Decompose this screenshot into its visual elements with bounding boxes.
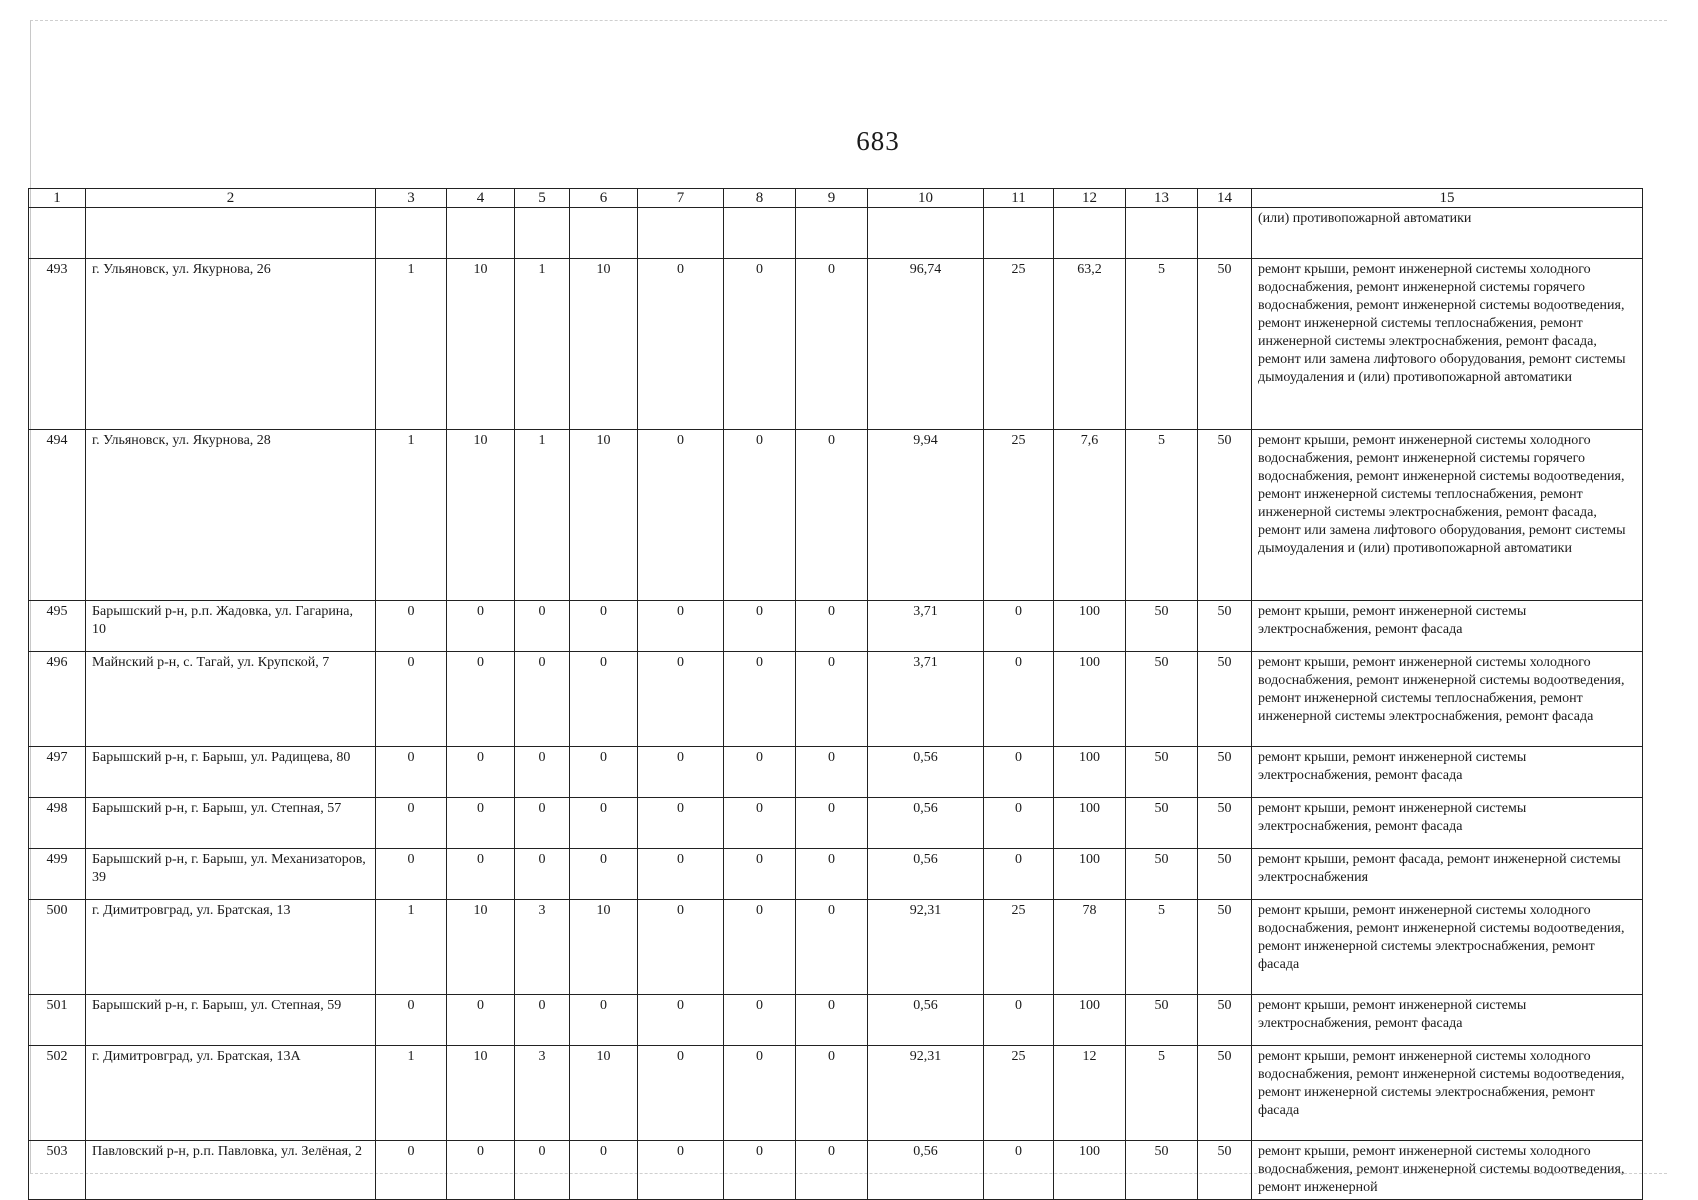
table-cell bbox=[724, 208, 796, 259]
value-cell: 0 bbox=[638, 747, 724, 798]
value-cell: 0 bbox=[638, 259, 724, 430]
value-cell: 0 bbox=[570, 849, 638, 900]
address-cell: г. Димитровград, ул. Братская, 13А bbox=[86, 1046, 376, 1141]
value-cell: 0 bbox=[724, 849, 796, 900]
value-cell: 3,71 bbox=[868, 601, 984, 652]
value-cell: 25 bbox=[984, 900, 1054, 995]
value-cell: 0 bbox=[447, 849, 515, 900]
value-cell: 100 bbox=[1054, 849, 1126, 900]
value-cell: 0 bbox=[570, 652, 638, 747]
page-number: 683 bbox=[856, 126, 900, 156]
value-cell: 50 bbox=[1198, 259, 1252, 430]
value-cell: 78 bbox=[1054, 900, 1126, 995]
value-cell: 0 bbox=[515, 747, 570, 798]
value-cell: 0 bbox=[515, 995, 570, 1046]
row-number: 496 bbox=[29, 652, 86, 747]
table-row bbox=[29, 798, 1643, 849]
value-cell: 1 bbox=[376, 430, 447, 601]
value-cell: 3 bbox=[515, 1046, 570, 1141]
table-cell bbox=[29, 208, 86, 259]
row-number: 502 bbox=[29, 1046, 86, 1141]
work-list-cell: ремонт крыши, ремонт инженерной системы электроснабжения, ремонт фасада bbox=[1252, 995, 1643, 1046]
value-cell: 0,56 bbox=[868, 1141, 984, 1200]
row-number: 498 bbox=[29, 798, 86, 849]
row-number: 501 bbox=[29, 995, 86, 1046]
value-cell: 0 bbox=[984, 652, 1054, 747]
value-cell: 0 bbox=[638, 1046, 724, 1141]
value-cell: 0 bbox=[376, 798, 447, 849]
address-cell: Барышский р-н, г. Барыш, ул. Механизаторов, 39 bbox=[86, 849, 376, 900]
value-cell: 50 bbox=[1198, 430, 1252, 601]
value-cell: 0 bbox=[796, 259, 868, 430]
value-cell: 10 bbox=[447, 430, 515, 601]
value-cell: 0 bbox=[447, 601, 515, 652]
value-cell: 0 bbox=[638, 798, 724, 849]
value-cell: 25 bbox=[984, 259, 1054, 430]
value-cell: 0 bbox=[724, 747, 796, 798]
address-cell: Майнский р-н, с. Тагай, ул. Крупской, 7 bbox=[86, 652, 376, 747]
address-cell: Барышский р-н, г. Барыш, ул. Степная, 57 bbox=[86, 798, 376, 849]
value-cell: 10 bbox=[447, 259, 515, 430]
value-cell: 0 bbox=[796, 798, 868, 849]
value-cell: 0 bbox=[515, 652, 570, 747]
column-header: 7 bbox=[638, 189, 724, 208]
value-cell: 0 bbox=[984, 1141, 1054, 1200]
table-row-continuation bbox=[29, 208, 1643, 259]
value-cell: 0,56 bbox=[868, 995, 984, 1046]
value-cell: 50 bbox=[1126, 652, 1198, 747]
value-cell: 0 bbox=[376, 1141, 447, 1200]
value-cell: 0 bbox=[447, 798, 515, 849]
value-cell: 0 bbox=[984, 995, 1054, 1046]
value-cell: 50 bbox=[1198, 900, 1252, 995]
value-cell: 0 bbox=[376, 849, 447, 900]
table-cell bbox=[984, 208, 1054, 259]
column-number-header bbox=[29, 189, 1643, 208]
table-cell bbox=[1126, 208, 1198, 259]
value-cell: 7,6 bbox=[1054, 430, 1126, 601]
address-cell: Барышский р-н, г. Барыш, ул. Степная, 59 bbox=[86, 995, 376, 1046]
address-cell: г. Димитровград, ул. Братская, 13 bbox=[86, 900, 376, 995]
value-cell: 5 bbox=[1126, 259, 1198, 430]
value-cell: 0 bbox=[515, 798, 570, 849]
value-cell: 9,94 bbox=[868, 430, 984, 601]
value-cell: 92,31 bbox=[868, 900, 984, 995]
address-cell: Барышский р-н, р.п. Жадовка, ул. Гагарина, 10 bbox=[86, 601, 376, 652]
value-cell: 0 bbox=[984, 601, 1054, 652]
value-cell: 0 bbox=[638, 1141, 724, 1200]
value-cell: 0 bbox=[724, 259, 796, 430]
value-cell: 50 bbox=[1198, 798, 1252, 849]
column-header: 2 bbox=[86, 189, 376, 208]
value-cell: 50 bbox=[1126, 849, 1198, 900]
value-cell: 50 bbox=[1198, 849, 1252, 900]
value-cell: 0 bbox=[447, 995, 515, 1046]
value-cell: 3 bbox=[515, 900, 570, 995]
value-cell: 0 bbox=[515, 601, 570, 652]
value-cell: 0 bbox=[447, 747, 515, 798]
value-cell: 100 bbox=[1054, 798, 1126, 849]
address-cell: Павловский р-н, р.п. Павловка, ул. Зелёная, 2 bbox=[86, 1141, 376, 1200]
row-number: 499 bbox=[29, 849, 86, 900]
value-cell: 0 bbox=[984, 747, 1054, 798]
table-row bbox=[29, 259, 1643, 430]
table-cell bbox=[376, 208, 447, 259]
column-header: 10 bbox=[868, 189, 984, 208]
table-row bbox=[29, 601, 1643, 652]
table-row bbox=[29, 1046, 1643, 1141]
column-header: 3 bbox=[376, 189, 447, 208]
value-cell: 96,74 bbox=[868, 259, 984, 430]
value-cell: 50 bbox=[1198, 995, 1252, 1046]
column-header: 8 bbox=[724, 189, 796, 208]
value-cell: 50 bbox=[1198, 1141, 1252, 1200]
work-list-cell: ремонт крыши, ремонт инженерной системы холодного водоснабжения, ремонт инженерной системы водоотведения, ремонт инженерной bbox=[1252, 1141, 1643, 1200]
value-cell: 100 bbox=[1054, 995, 1126, 1046]
value-cell: 50 bbox=[1126, 601, 1198, 652]
value-cell: 50 bbox=[1198, 652, 1252, 747]
value-cell: 0 bbox=[376, 995, 447, 1046]
work-list-cell: ремонт крыши, ремонт инженерной системы холодного водоснабжения, ремонт инженерной системы горячего водоснабжения, ремонт инженерной системы водоотведения, ремонт инженерной системы теплоснабжения, ремонт инженерной системы электроснабжения, ремонт фасада, ремонт или замена лифтового оборудования, ремонт системы дымоудаления и (или) противопожарной автоматики bbox=[1252, 259, 1643, 430]
row-number: 495 bbox=[29, 601, 86, 652]
column-header: 15 bbox=[1252, 189, 1643, 208]
value-cell: 5 bbox=[1126, 430, 1198, 601]
value-cell: 0 bbox=[724, 995, 796, 1046]
value-cell: 0 bbox=[570, 747, 638, 798]
value-cell: 0 bbox=[638, 900, 724, 995]
value-cell: 0 bbox=[638, 601, 724, 652]
table-row bbox=[29, 747, 1643, 798]
value-cell: 0 bbox=[376, 747, 447, 798]
value-cell: 50 bbox=[1198, 601, 1252, 652]
value-cell: 0 bbox=[376, 652, 447, 747]
column-header: 11 bbox=[984, 189, 1054, 208]
value-cell: 0 bbox=[724, 430, 796, 601]
value-cell: 0 bbox=[570, 1141, 638, 1200]
column-header: 5 bbox=[515, 189, 570, 208]
work-list-cell: ремонт крыши, ремонт инженерной системы холодного водоснабжения, ремонт инженерной системы водоотведения, ремонт инженерной системы электроснабжения, ремонт фасада bbox=[1252, 900, 1643, 995]
value-cell: 10 bbox=[570, 1046, 638, 1141]
table-cell bbox=[86, 208, 376, 259]
value-cell: 0 bbox=[515, 849, 570, 900]
value-cell: 0 bbox=[796, 1141, 868, 1200]
value-cell: 1 bbox=[376, 900, 447, 995]
table-row bbox=[29, 652, 1643, 747]
value-cell: 50 bbox=[1198, 1046, 1252, 1141]
value-cell: 0 bbox=[638, 849, 724, 900]
value-cell: 10 bbox=[570, 900, 638, 995]
value-cell: 0 bbox=[724, 1141, 796, 1200]
table-cell bbox=[570, 208, 638, 259]
value-cell: 5 bbox=[1126, 900, 1198, 995]
row-number: 497 bbox=[29, 747, 86, 798]
repair-program-table bbox=[28, 188, 1643, 1200]
value-cell: 100 bbox=[1054, 1141, 1126, 1200]
value-cell: 0 bbox=[796, 747, 868, 798]
address-cell: Барышский р-н, г. Барыш, ул. Радищева, 80 bbox=[86, 747, 376, 798]
value-cell: 0 bbox=[515, 1141, 570, 1200]
value-cell: 50 bbox=[1198, 747, 1252, 798]
value-cell: 0 bbox=[724, 798, 796, 849]
value-cell: 0 bbox=[638, 430, 724, 601]
table-cell bbox=[1198, 208, 1252, 259]
table-row bbox=[29, 1141, 1643, 1200]
value-cell: 0 bbox=[376, 601, 447, 652]
value-cell: 0 bbox=[796, 652, 868, 747]
value-cell: 50 bbox=[1126, 798, 1198, 849]
value-cell: 0 bbox=[447, 652, 515, 747]
work-list-cell: ремонт крыши, ремонт инженерной системы электроснабжения, ремонт фасада bbox=[1252, 747, 1643, 798]
value-cell: 92,31 bbox=[868, 1046, 984, 1141]
value-cell: 10 bbox=[447, 900, 515, 995]
work-list-cell: ремонт крыши, ремонт фасада, ремонт инженерной системы электроснабжения bbox=[1252, 849, 1643, 900]
value-cell: 100 bbox=[1054, 747, 1126, 798]
value-cell: 25 bbox=[984, 430, 1054, 601]
value-cell: 12 bbox=[1054, 1046, 1126, 1141]
table-row bbox=[29, 430, 1643, 601]
value-cell: 0 bbox=[796, 601, 868, 652]
column-header: 12 bbox=[1054, 189, 1126, 208]
value-cell: 0 bbox=[796, 995, 868, 1046]
table-cell bbox=[447, 208, 515, 259]
value-cell: 0 bbox=[724, 1046, 796, 1141]
address-cell: г. Ульяновск, ул. Якурнова, 28 bbox=[86, 430, 376, 601]
value-cell: 3,71 bbox=[868, 652, 984, 747]
value-cell: 0 bbox=[984, 798, 1054, 849]
value-cell: 50 bbox=[1126, 1141, 1198, 1200]
work-list-cell: ремонт крыши, ремонт инженерной системы холодного водоснабжения, ремонт инженерной системы горячего водоснабжения, ремонт инженерной системы водоотведения, ремонт инженерной системы теплоснабжения, ремонт инженерной системы электроснабжения, ремонт фасада, ремонт или замена лифтового оборудования, ремонт системы дымоудаления и (или) противопожарной автоматики bbox=[1252, 430, 1643, 601]
value-cell: 0 bbox=[638, 995, 724, 1046]
value-cell: 0,56 bbox=[868, 747, 984, 798]
value-cell: 1 bbox=[376, 1046, 447, 1141]
value-cell: 10 bbox=[570, 430, 638, 601]
column-header: 14 bbox=[1198, 189, 1252, 208]
value-cell: 10 bbox=[570, 259, 638, 430]
value-cell: 0 bbox=[796, 900, 868, 995]
value-cell: 100 bbox=[1054, 601, 1126, 652]
value-cell: 1 bbox=[515, 430, 570, 601]
work-list-cell: ремонт крыши, ремонт инженерной системы холодного водоснабжения, ремонт инженерной системы водоотведения, ремонт инженерной системы электроснабжения, ремонт фасада bbox=[1252, 1046, 1643, 1141]
value-cell: 0,56 bbox=[868, 798, 984, 849]
table-cell bbox=[1054, 208, 1126, 259]
value-cell: 25 bbox=[984, 1046, 1054, 1141]
column-header: 13 bbox=[1126, 189, 1198, 208]
value-cell: 0 bbox=[796, 430, 868, 601]
value-cell: 0 bbox=[724, 900, 796, 995]
work-list-cell: ремонт крыши, ремонт инженерной системы холодного водоснабжения, ремонт инженерной системы водоотведения, ремонт инженерной системы теплоснабжения, ремонт инженерной системы электроснабжения, ремонт фасада bbox=[1252, 652, 1643, 747]
address-cell: г. Ульяновск, ул. Якурнова, 26 bbox=[86, 259, 376, 430]
value-cell: 0 bbox=[796, 849, 868, 900]
value-cell: 50 bbox=[1126, 747, 1198, 798]
value-cell: 0 bbox=[570, 798, 638, 849]
column-header: 6 bbox=[570, 189, 638, 208]
value-cell: 5 bbox=[1126, 1046, 1198, 1141]
value-cell: 10 bbox=[447, 1046, 515, 1141]
table-cell bbox=[868, 208, 984, 259]
value-cell: 0 bbox=[724, 601, 796, 652]
value-cell: 1 bbox=[376, 259, 447, 430]
table-row bbox=[29, 849, 1643, 900]
table-row bbox=[29, 995, 1643, 1046]
column-header: 9 bbox=[796, 189, 868, 208]
value-cell: 0 bbox=[570, 601, 638, 652]
value-cell: 0 bbox=[638, 652, 724, 747]
value-cell: 0 bbox=[796, 1046, 868, 1141]
value-cell: 1 bbox=[515, 259, 570, 430]
table-cell bbox=[515, 208, 570, 259]
value-cell: 0 bbox=[447, 1141, 515, 1200]
value-cell: 100 bbox=[1054, 652, 1126, 747]
value-cell: 50 bbox=[1126, 995, 1198, 1046]
value-cell: 63,2 bbox=[1054, 259, 1126, 430]
work-list-cell: ремонт крыши, ремонт инженерной системы электроснабжения, ремонт фасада bbox=[1252, 601, 1643, 652]
row-number: 493 bbox=[29, 259, 86, 430]
value-cell: 0 bbox=[984, 849, 1054, 900]
value-cell: 0 bbox=[724, 652, 796, 747]
row-number: 494 bbox=[29, 430, 86, 601]
table-cell bbox=[638, 208, 724, 259]
row-number: 503 bbox=[29, 1141, 86, 1200]
row-number: 500 bbox=[29, 900, 86, 995]
column-header: 1 bbox=[29, 189, 86, 208]
value-cell: 0 bbox=[570, 995, 638, 1046]
table-row bbox=[29, 900, 1643, 995]
value-cell: 0,56 bbox=[868, 849, 984, 900]
work-list-cell: (или) противопожарной автоматики bbox=[1252, 208, 1643, 259]
column-header: 4 bbox=[447, 189, 515, 208]
work-list-cell: ремонт крыши, ремонт инженерной системы электроснабжения, ремонт фасада bbox=[1252, 798, 1643, 849]
table-cell bbox=[796, 208, 868, 259]
